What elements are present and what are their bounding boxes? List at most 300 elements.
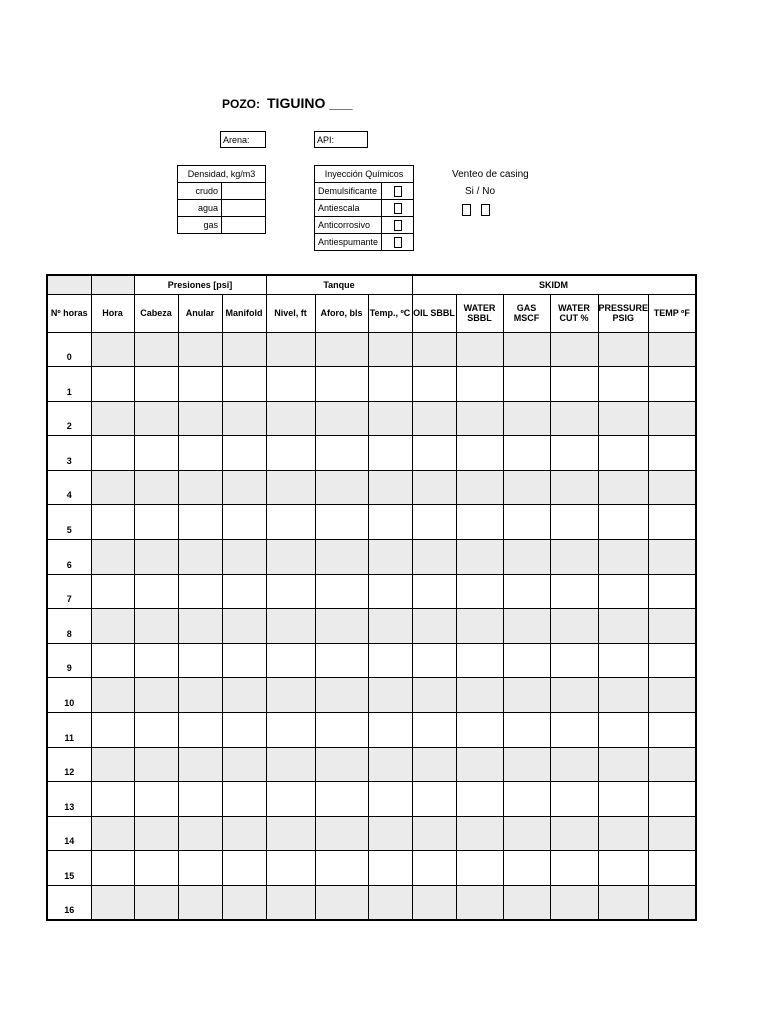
data-cell[interactable] — [456, 436, 503, 471]
data-cell[interactable] — [91, 886, 134, 921]
data-cell[interactable] — [649, 609, 696, 644]
data-cell[interactable] — [91, 851, 134, 886]
data-cell[interactable] — [598, 816, 649, 851]
data-cell[interactable] — [222, 436, 266, 471]
hourly-log-table — [46, 274, 697, 921]
data-cell[interactable] — [91, 643, 134, 678]
hour-number: 0 — [47, 332, 91, 367]
data-cell[interactable] — [412, 643, 456, 678]
hour-number: 3 — [47, 436, 91, 471]
data-cell[interactable] — [412, 609, 456, 644]
data-cell[interactable] — [266, 609, 315, 644]
data-cell[interactable] — [503, 782, 550, 817]
data-cell[interactable] — [456, 609, 503, 644]
data-cell[interactable] — [550, 816, 598, 851]
data-cell[interactable] — [503, 643, 550, 678]
data-cell[interactable] — [315, 574, 368, 609]
densidad-title: Densidad, kg/m3 — [178, 166, 266, 183]
data-cell[interactable] — [178, 851, 222, 886]
hour-number: 10 — [47, 678, 91, 713]
hour-number: 1 — [47, 367, 91, 402]
data-cell[interactable] — [222, 505, 266, 540]
data-cell[interactable] — [315, 609, 368, 644]
data-cell[interactable] — [91, 332, 134, 367]
data-cell[interactable] — [266, 367, 315, 402]
data-cell[interactable] — [649, 401, 696, 436]
inyeccion-label-anticorrosivo: Anticorrosivo — [315, 217, 382, 234]
data-cell[interactable] — [222, 332, 266, 367]
data-cell[interactable] — [368, 470, 412, 505]
pozo-value: TIGUINO ___ — [267, 95, 353, 111]
data-cell[interactable] — [503, 367, 550, 402]
table-row — [47, 505, 696, 540]
group-tanque: Tanque — [266, 275, 412, 294]
group-skidm: SKIDM — [412, 275, 696, 294]
column-header-13: TEMP ºF — [649, 294, 696, 332]
table-row — [47, 747, 696, 782]
data-cell[interactable] — [598, 713, 649, 748]
data-cell[interactable] — [649, 367, 696, 402]
densidad-value-crudo[interactable] — [222, 183, 266, 200]
data-cell[interactable] — [178, 505, 222, 540]
data-cell[interactable] — [266, 816, 315, 851]
data-cell[interactable] — [178, 747, 222, 782]
hour-number: 2 — [47, 401, 91, 436]
hour-number: 4 — [47, 470, 91, 505]
data-cell[interactable] — [598, 574, 649, 609]
group-presiones: Presiones [psi] — [134, 275, 266, 294]
data-cell[interactable] — [598, 747, 649, 782]
data-cell[interactable] — [91, 747, 134, 782]
data-cell[interactable] — [368, 367, 412, 402]
data-cell[interactable] — [222, 401, 266, 436]
data-cell[interactable] — [598, 470, 649, 505]
data-cell[interactable] — [315, 886, 368, 921]
inyeccion-title: Inyección Químicos — [315, 166, 414, 183]
data-cell[interactable] — [412, 401, 456, 436]
data-cell[interactable] — [178, 401, 222, 436]
data-cell[interactable] — [315, 713, 368, 748]
table-row — [47, 678, 696, 713]
data-cell[interactable] — [178, 643, 222, 678]
group-blank-2 — [91, 275, 134, 294]
data-cell[interactable] — [178, 574, 222, 609]
data-cell[interactable] — [91, 505, 134, 540]
data-cell[interactable] — [134, 332, 178, 367]
data-cell[interactable] — [649, 470, 696, 505]
data-cell[interactable] — [222, 678, 266, 713]
data-cell[interactable] — [456, 367, 503, 402]
data-cell[interactable] — [412, 782, 456, 817]
data-cell[interactable] — [550, 436, 598, 471]
data-cell[interactable] — [649, 540, 696, 575]
densidad-table — [177, 165, 266, 234]
data-cell[interactable] — [456, 816, 503, 851]
data-cell[interactable] — [134, 574, 178, 609]
data-cell[interactable] — [315, 401, 368, 436]
hour-number: 9 — [47, 643, 91, 678]
data-cell[interactable] — [412, 436, 456, 471]
data-cell[interactable] — [222, 851, 266, 886]
table-row — [47, 713, 696, 748]
hour-number: 11 — [47, 713, 91, 748]
data-cell[interactable] — [266, 851, 315, 886]
data-cell[interactable] — [178, 886, 222, 921]
antiespumante-checkbox[interactable] — [394, 237, 402, 248]
densidad-label-gas: gas — [178, 217, 222, 234]
data-cell[interactable] — [178, 678, 222, 713]
data-cell[interactable] — [315, 643, 368, 678]
data-cell[interactable] — [550, 401, 598, 436]
data-cell[interactable] — [550, 505, 598, 540]
column-header-0: Nº horas — [47, 294, 91, 332]
data-cell[interactable] — [178, 540, 222, 575]
data-cell[interactable] — [91, 401, 134, 436]
data-cell[interactable] — [550, 782, 598, 817]
data-cell[interactable] — [412, 574, 456, 609]
column-header-2: Cabeza — [134, 294, 178, 332]
table-row — [47, 540, 696, 575]
data-cell[interactable] — [456, 540, 503, 575]
data-cell[interactable] — [134, 816, 178, 851]
data-cell[interactable] — [266, 747, 315, 782]
data-cell[interactable] — [412, 505, 456, 540]
data-cell[interactable] — [266, 470, 315, 505]
data-cell[interactable] — [456, 851, 503, 886]
venteo-title: Venteo de casing — [452, 169, 529, 180]
column-header-3: Anular — [178, 294, 222, 332]
data-cell[interactable] — [134, 678, 178, 713]
data-cell[interactable] — [222, 643, 266, 678]
column-header-10: GAS MSCF — [503, 294, 550, 332]
data-cell[interactable] — [315, 782, 368, 817]
data-cell[interactable] — [598, 851, 649, 886]
data-cell[interactable] — [266, 401, 315, 436]
data-cell[interactable] — [503, 332, 550, 367]
data-cell[interactable] — [503, 886, 550, 921]
data-cell[interactable] — [598, 505, 649, 540]
data-cell[interactable] — [456, 643, 503, 678]
data-cell[interactable] — [315, 470, 368, 505]
data-cell[interactable] — [91, 678, 134, 713]
data-cell[interactable] — [550, 367, 598, 402]
data-cell[interactable] — [266, 678, 315, 713]
data-cell[interactable] — [368, 782, 412, 817]
column-header-12: PRESSURE PSIG — [598, 294, 649, 332]
data-cell[interactable] — [315, 816, 368, 851]
data-cell[interactable] — [178, 816, 222, 851]
data-cell[interactable] — [222, 540, 266, 575]
inyeccion-label-demulsificante: Demulsificante — [315, 183, 382, 200]
data-cell[interactable] — [266, 782, 315, 817]
data-cell[interactable] — [649, 816, 696, 851]
hour-number: 7 — [47, 574, 91, 609]
data-cell[interactable] — [649, 678, 696, 713]
data-cell[interactable] — [178, 332, 222, 367]
column-header-6: Aforo, bls — [315, 294, 368, 332]
data-cell[interactable] — [178, 713, 222, 748]
data-cell[interactable] — [266, 332, 315, 367]
data-cell[interactable] — [649, 851, 696, 886]
group-blank-1 — [47, 275, 91, 294]
hour-number: 13 — [47, 782, 91, 817]
table-row — [47, 851, 696, 886]
data-cell[interactable] — [550, 713, 598, 748]
data-cell[interactable] — [598, 609, 649, 644]
data-cell[interactable] — [550, 332, 598, 367]
data-cell[interactable] — [649, 747, 696, 782]
table-row — [47, 332, 696, 367]
data-cell[interactable] — [456, 401, 503, 436]
data-cell[interactable] — [315, 332, 368, 367]
data-cell[interactable] — [412, 713, 456, 748]
data-cell[interactable] — [134, 713, 178, 748]
data-cell[interactable] — [412, 540, 456, 575]
hour-number: 12 — [47, 747, 91, 782]
venteo-no-checkbox[interactable] — [481, 204, 490, 216]
data-cell[interactable] — [550, 540, 598, 575]
densidad-label-agua: agua — [178, 200, 222, 217]
data-cell[interactable] — [368, 332, 412, 367]
data-cell[interactable] — [178, 782, 222, 817]
data-cell[interactable] — [315, 505, 368, 540]
data-cell[interactable] — [91, 609, 134, 644]
data-cell[interactable] — [598, 886, 649, 921]
data-cell[interactable] — [368, 401, 412, 436]
data-cell[interactable] — [550, 643, 598, 678]
data-cell[interactable] — [178, 609, 222, 644]
data-cell[interactable] — [134, 540, 178, 575]
column-header-1: Hora — [91, 294, 134, 332]
data-cell[interactable] — [91, 782, 134, 817]
data-cell[interactable] — [266, 540, 315, 575]
data-cell[interactable] — [598, 401, 649, 436]
data-cell[interactable] — [222, 713, 266, 748]
inyeccion-table — [314, 165, 414, 251]
data-cell[interactable] — [456, 470, 503, 505]
data-cell[interactable] — [412, 851, 456, 886]
data-cell[interactable] — [368, 540, 412, 575]
data-cell[interactable] — [649, 332, 696, 367]
data-cell[interactable] — [134, 782, 178, 817]
data-cell[interactable] — [503, 678, 550, 713]
data-cell[interactable] — [550, 678, 598, 713]
data-cell[interactable] — [222, 816, 266, 851]
data-cell[interactable] — [598, 678, 649, 713]
data-cell[interactable] — [178, 470, 222, 505]
data-cell[interactable] — [503, 470, 550, 505]
data-cell[interactable] — [91, 574, 134, 609]
data-cell[interactable] — [91, 816, 134, 851]
data-cell[interactable] — [368, 609, 412, 644]
data-cell[interactable] — [91, 470, 134, 505]
data-cell[interactable] — [368, 574, 412, 609]
data-cell[interactable] — [178, 367, 222, 402]
data-cell[interactable] — [456, 782, 503, 817]
data-cell[interactable] — [222, 609, 266, 644]
data-cell[interactable] — [412, 816, 456, 851]
data-cell[interactable] — [315, 367, 368, 402]
data-cell[interactable] — [134, 609, 178, 644]
data-cell[interactable] — [91, 540, 134, 575]
data-cell[interactable] — [134, 436, 178, 471]
table-row — [47, 886, 696, 921]
data-cell[interactable] — [456, 678, 503, 713]
data-cell[interactable] — [222, 574, 266, 609]
data-cell[interactable] — [368, 816, 412, 851]
pozo-label: POZO: — [222, 97, 260, 111]
data-cell[interactable] — [598, 540, 649, 575]
data-cell[interactable] — [368, 505, 412, 540]
data-cell[interactable] — [315, 540, 368, 575]
venteo-si-checkbox[interactable] — [462, 204, 471, 216]
data-cell[interactable] — [598, 367, 649, 402]
data-cell[interactable] — [456, 574, 503, 609]
data-cell[interactable] — [456, 886, 503, 921]
hour-number: 14 — [47, 816, 91, 851]
hour-number: 8 — [47, 609, 91, 644]
data-cell[interactable] — [649, 574, 696, 609]
data-cell[interactable] — [503, 401, 550, 436]
anticorrosivo-checkbox[interactable] — [394, 220, 402, 231]
data-cell[interactable] — [412, 886, 456, 921]
data-cell[interactable] — [412, 332, 456, 367]
data-cell[interactable] — [315, 678, 368, 713]
antiescala-checkbox[interactable] — [394, 203, 402, 214]
column-header-9: WATER SBBL — [456, 294, 503, 332]
data-cell[interactable] — [550, 470, 598, 505]
data-cell[interactable] — [368, 713, 412, 748]
column-header-8: OIL SBBL — [412, 294, 456, 332]
data-cell[interactable] — [503, 747, 550, 782]
venteo-options: Si / No — [465, 186, 496, 197]
data-cell[interactable] — [503, 851, 550, 886]
data-cell[interactable] — [649, 713, 696, 748]
data-cell[interactable] — [503, 540, 550, 575]
data-cell[interactable] — [550, 851, 598, 886]
data-cell[interactable] — [266, 505, 315, 540]
data-cell[interactable] — [315, 747, 368, 782]
arena-field[interactable]: Arena: — [220, 131, 266, 148]
data-cell[interactable] — [222, 886, 266, 921]
data-cell[interactable] — [368, 678, 412, 713]
data-cell[interactable] — [456, 747, 503, 782]
column-header-5: Nivel, ft — [266, 294, 315, 332]
data-cell[interactable] — [222, 747, 266, 782]
densidad-value-agua[interactable] — [222, 200, 266, 217]
inyeccion-label-antiespumante: Antiespumante — [315, 234, 382, 251]
data-cell[interactable] — [368, 747, 412, 782]
data-cell[interactable] — [368, 851, 412, 886]
data-cell[interactable] — [222, 470, 266, 505]
data-cell[interactable] — [550, 886, 598, 921]
data-cell[interactable] — [598, 436, 649, 471]
table-row — [47, 643, 696, 678]
data-cell[interactable] — [134, 470, 178, 505]
data-cell[interactable] — [134, 367, 178, 402]
data-cell[interactable] — [503, 436, 550, 471]
data-cell[interactable] — [91, 436, 134, 471]
data-cell[interactable] — [598, 643, 649, 678]
data-cell[interactable] — [649, 782, 696, 817]
data-cell[interactable] — [134, 643, 178, 678]
table-row — [47, 816, 696, 851]
data-cell[interactable] — [134, 401, 178, 436]
data-cell[interactable] — [649, 436, 696, 471]
column-header-11: WATER CUT % — [550, 294, 598, 332]
data-cell[interactable] — [412, 470, 456, 505]
data-cell[interactable] — [503, 609, 550, 644]
demulsificante-checkbox[interactable] — [394, 186, 402, 197]
api-field[interactable]: API: — [314, 131, 368, 148]
data-cell[interactable] — [456, 713, 503, 748]
table-row — [47, 401, 696, 436]
data-cell[interactable] — [134, 747, 178, 782]
table-row — [47, 574, 696, 609]
table-row — [47, 782, 696, 817]
table-row — [47, 470, 696, 505]
column-header-4: Manifold — [222, 294, 266, 332]
data-cell[interactable] — [91, 713, 134, 748]
table-row — [47, 367, 696, 402]
table-row — [47, 436, 696, 471]
data-cell[interactable] — [550, 609, 598, 644]
data-cell[interactable] — [550, 574, 598, 609]
data-cell[interactable] — [598, 782, 649, 817]
data-cell[interactable] — [266, 574, 315, 609]
data-cell[interactable] — [134, 851, 178, 886]
data-cell[interactable] — [315, 851, 368, 886]
data-cell[interactable] — [550, 747, 598, 782]
data-cell[interactable] — [598, 332, 649, 367]
data-cell[interactable] — [222, 367, 266, 402]
hour-number: 16 — [47, 886, 91, 921]
densidad-label-crudo: crudo — [178, 183, 222, 200]
data-cell[interactable] — [649, 505, 696, 540]
data-cell[interactable] — [412, 747, 456, 782]
data-cell[interactable] — [503, 574, 550, 609]
densidad-value-gas[interactable] — [222, 217, 266, 234]
data-cell[interactable] — [456, 332, 503, 367]
table-row — [47, 609, 696, 644]
data-cell[interactable] — [222, 782, 266, 817]
data-cell[interactable] — [368, 436, 412, 471]
column-header-7: Temp., ºC — [368, 294, 412, 332]
data-cell[interactable] — [266, 713, 315, 748]
hour-number: 5 — [47, 505, 91, 540]
data-cell[interactable] — [91, 367, 134, 402]
data-cell[interactable] — [649, 643, 696, 678]
data-cell[interactable] — [456, 505, 503, 540]
data-cell[interactable] — [266, 886, 315, 921]
data-cell[interactable] — [412, 678, 456, 713]
data-cell[interactable] — [134, 505, 178, 540]
data-cell[interactable] — [368, 643, 412, 678]
inyeccion-label-antiescala: Antiescala — [315, 200, 382, 217]
data-cell[interactable] — [368, 886, 412, 921]
data-cell[interactable] — [412, 367, 456, 402]
data-cell[interactable] — [266, 436, 315, 471]
data-cell[interactable] — [134, 886, 178, 921]
data-cell[interactable] — [315, 436, 368, 471]
data-cell[interactable] — [503, 816, 550, 851]
data-cell[interactable] — [649, 886, 696, 921]
data-cell[interactable] — [503, 505, 550, 540]
data-cell[interactable] — [178, 436, 222, 471]
data-cell[interactable] — [503, 713, 550, 748]
data-cell[interactable] — [266, 643, 315, 678]
hour-number: 6 — [47, 540, 91, 575]
